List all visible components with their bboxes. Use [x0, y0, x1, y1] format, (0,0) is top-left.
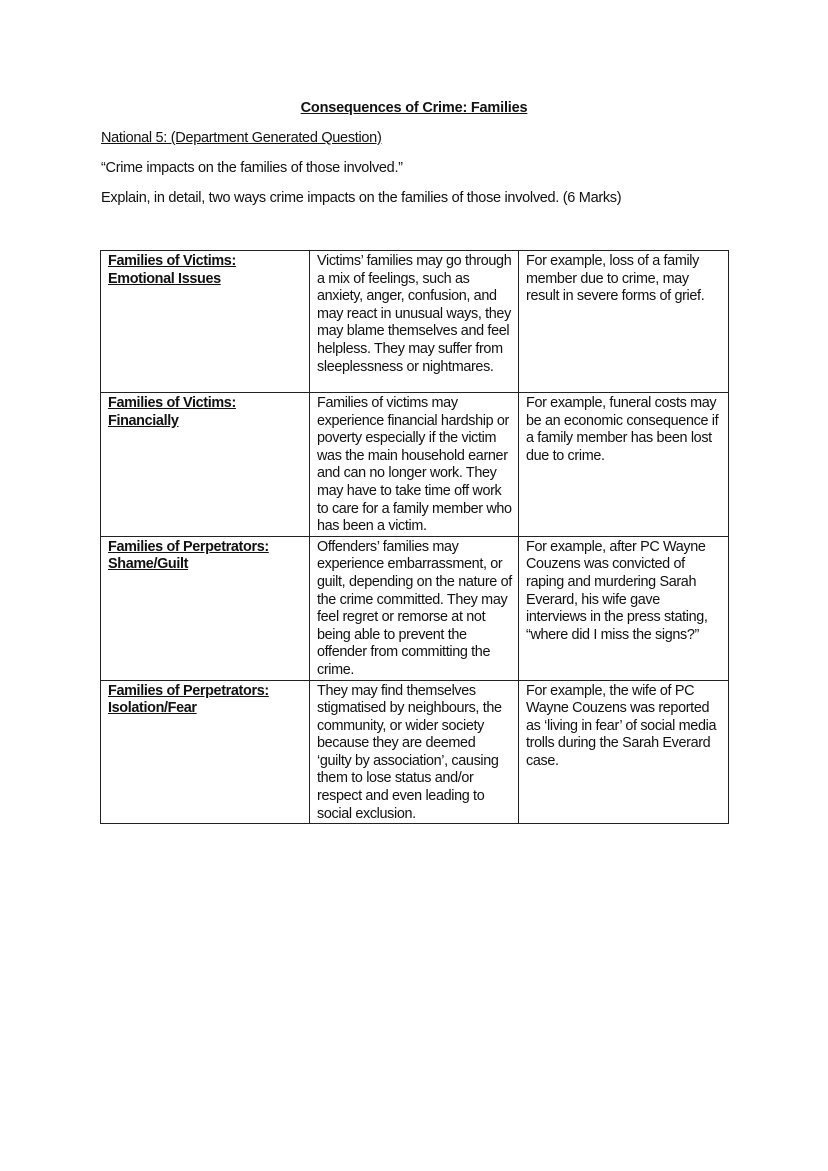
answer-table — [100, 250, 729, 824]
row-heading-line1: Families of Victims: — [108, 253, 236, 269]
row-heading — [101, 251, 310, 393]
row-example: For example, the wife of PC Wayne Couzens was reported as ‘living in fear’ of social media trolls during the Sarah Everard case. — [519, 680, 729, 824]
row-explanation: Offenders’ families may experience embarrassment, or guilt, depending on the nature of the crime committed. They may feel regret or remorse at not being able to prevent the offender from committing the crime. — [310, 536, 519, 680]
row-heading-line2: Financially — [108, 412, 179, 429]
row-explanation: They may find themselves stigmatised by neighbours, the community, or wider society because they are deemed ‘guilty by association’, causing them to lose status and/or respect and even leading to social exclusion. — [310, 680, 519, 824]
row-heading-line1: Families of Perpetrators: — [108, 682, 269, 699]
row-heading-line2: Shame/Guilt — [108, 556, 189, 573]
row-heading — [101, 393, 310, 537]
table-row — [101, 393, 729, 537]
row-heading — [101, 680, 310, 824]
question-subtitle: National 5: (Department Generated Question) — [101, 130, 382, 146]
row-explanation: Victims’ families may go through a mix of feelings, such as anxiety, anger, confusion, and may react in unusual ways, they may blame themselves and feel helpless. They may suffer from sleeplessness or nightmares. — [310, 251, 519, 393]
row-heading-line2: Emotional Issues — [108, 270, 221, 287]
table-row — [101, 251, 729, 393]
row-example: For example, after PC Wayne Couzens was convicted of raping and murdering Sarah Everard, his wife gave interviews in the press stating, “where did I miss the signs?” — [519, 536, 729, 680]
row-heading-line1: Families of Victims: — [108, 395, 236, 411]
table-row — [101, 680, 729, 824]
row-example: For example, funeral costs may be an economic consequence if a family member has been lost due to crime. — [519, 393, 729, 537]
document-title: Consequences of Crime: Families — [300, 100, 528, 116]
row-explanation: Families of victims may experience financial hardship or poverty especially if the victim was the main household earner and can no longer work. They may have to take time off work to care for a family member who has been a victim. — [310, 393, 519, 537]
row-example: For example, loss of a family member due to crime, may result in severe forms of grief. — [519, 251, 729, 393]
question-quote: “Crime impacts on the families of those involved.” — [101, 160, 403, 176]
row-heading — [101, 536, 310, 680]
row-heading-line1: Families of Perpetrators: — [108, 538, 269, 555]
question-instruction: Explain, in detail, two ways crime impacts on the families of those involved. (6 Marks) — [101, 190, 622, 206]
table-row — [101, 536, 729, 680]
row-heading-line2: Isolation/Fear — [108, 700, 197, 717]
